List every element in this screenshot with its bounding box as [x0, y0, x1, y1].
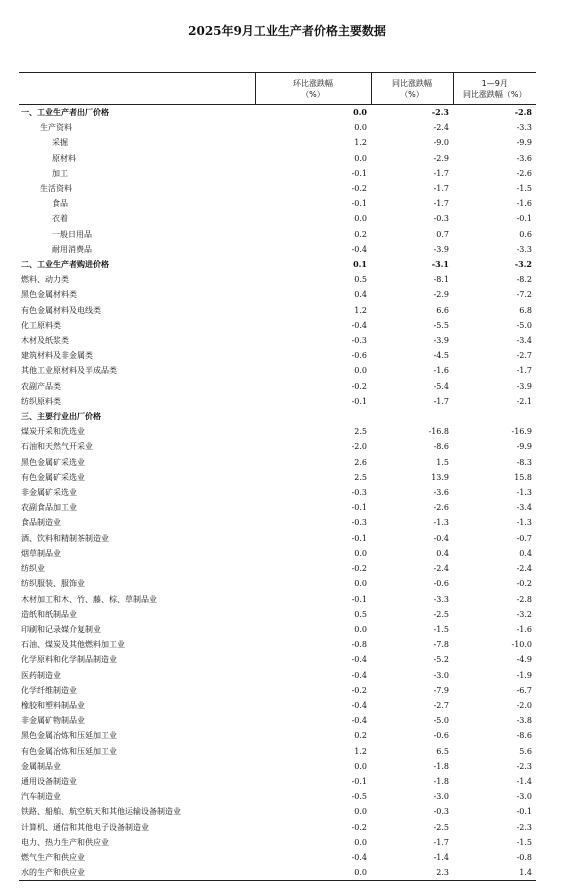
- row-mom-value: 0.0: [354, 837, 367, 847]
- row-label: 水的生产和供应业: [19, 865, 255, 881]
- row-ytd-value: -0.7: [516, 533, 532, 543]
- row-label: 电力、热力生产和供应业: [21, 837, 109, 847]
- row-label: 医药制造业: [21, 670, 61, 680]
- row-mom-value: -0.4: [351, 655, 367, 665]
- row-label: 铁路、船舶、航空航天和其他运输设备制造业: [21, 807, 181, 817]
- row-label: 金属制品业: [21, 761, 61, 771]
- row-ytd-value: -2.7: [516, 351, 532, 361]
- row-label: 印刷和记录媒介复制业: [21, 624, 101, 634]
- row-mom-value: 0.5: [354, 609, 367, 619]
- row-mom-value: 1.2: [354, 305, 367, 315]
- row-mom-value: -0.2: [351, 685, 367, 695]
- row-mom-value: [255, 409, 371, 424]
- row-yoy-value: -1.8: [433, 776, 449, 786]
- row-yoy-value: -2.9: [433, 153, 449, 163]
- row-yoy-value: -2.6: [433, 503, 449, 513]
- row-label: 有色金属矿采选业: [21, 472, 85, 482]
- table-row: [19, 622, 536, 637]
- row-yoy-value: 2.3: [371, 865, 453, 881]
- row-ytd-value: -8.6: [516, 731, 532, 741]
- row-label: 有色金属冶炼和压延加工业: [21, 746, 117, 756]
- table-row: [19, 759, 536, 774]
- row-ytd-value: 0.4: [519, 548, 532, 558]
- table-row: [19, 668, 536, 683]
- row-yoy-value: -5.5: [433, 320, 449, 330]
- table-row: [19, 774, 536, 789]
- table-row: [19, 120, 536, 135]
- header-yoy-line1: 同比涨跌幅: [392, 78, 432, 88]
- row-yoy-value: -1.7: [433, 184, 449, 194]
- row-ytd-value: -2.1: [516, 396, 532, 406]
- row-yoy-value: -3.9: [433, 336, 449, 346]
- table-row: [19, 363, 536, 378]
- row-mom-value: -0.1: [351, 776, 367, 786]
- row-ytd-value: -16.9: [511, 427, 532, 437]
- table-row: [19, 424, 536, 439]
- row-yoy-value: -0.3: [433, 214, 449, 224]
- row-mom-value: -0.1: [351, 594, 367, 604]
- table-row: [19, 151, 536, 166]
- row-label: 非金属矿物制品业: [21, 716, 85, 726]
- row-ytd-value: -0.1: [516, 807, 532, 817]
- row-mom-value: -0.4: [351, 852, 367, 862]
- row-ytd-value: -0.2: [516, 579, 532, 589]
- row-label: 通用设备制造业: [21, 776, 77, 786]
- row-ytd-value: -8.2: [516, 275, 532, 285]
- row-ytd-value: -7.2: [516, 290, 532, 300]
- row-mom-value: -0.4: [351, 320, 367, 330]
- row-mom-value: 0.0: [354, 761, 367, 771]
- row-yoy-value: -0.6: [433, 731, 449, 741]
- row-ytd-value: -2.4: [516, 564, 532, 574]
- row-mom-value: 0.5: [354, 275, 367, 285]
- row-ytd-value: -1.5: [516, 837, 532, 847]
- row-label: 木材加工和木、竹、藤、棕、草制品业: [21, 594, 157, 604]
- row-label: 造纸和纸制品业: [21, 609, 77, 619]
- table-header: [19, 73, 536, 105]
- header-ytd-line2: 同比涨跌幅（%）: [462, 89, 527, 99]
- row-label: 烟草制品业: [21, 548, 61, 558]
- table-row: [19, 211, 536, 226]
- row-ytd-value: -1.6: [516, 624, 532, 634]
- row-ytd-value: -3.4: [516, 336, 532, 346]
- row-mom-value: -0.1: [351, 503, 367, 513]
- row-yoy-value: -3.3: [433, 594, 449, 604]
- table-row: [19, 744, 536, 759]
- row-mom-value: -0.3: [351, 488, 367, 498]
- row-label: 化工原料类: [21, 320, 61, 330]
- row-mom-value: -0.5: [351, 792, 367, 802]
- row-mom-value: -2.0: [351, 442, 367, 452]
- row-label: 化学原料和化学制品制造业: [21, 655, 117, 665]
- header-mom-line2: （%）: [301, 89, 325, 99]
- row-mom-value: 0.2: [354, 731, 367, 741]
- table-row: [19, 439, 536, 454]
- row-ytd-value: -1.3: [516, 518, 532, 528]
- row-label: 食品: [52, 199, 68, 209]
- table-row: [19, 698, 536, 713]
- row-ytd-value: -3.6: [516, 153, 532, 163]
- row-label: 石油、煤炭及其他燃料加工业: [21, 640, 125, 650]
- table-row: [19, 105, 536, 121]
- row-label: 原材料: [52, 153, 76, 163]
- row-ytd-value: -4.9: [516, 655, 532, 665]
- row-ytd-value: -1.5: [516, 184, 532, 194]
- header-yoy: [371, 73, 453, 105]
- table-row: [19, 257, 536, 272]
- table-row: [19, 470, 536, 485]
- row-ytd-value: -3.3: [516, 244, 532, 254]
- table-row: [19, 561, 536, 576]
- row-ytd-value: -3.4: [516, 503, 532, 513]
- row-label: 非金属矿采选业: [21, 488, 77, 498]
- row-yoy-value: -3.0: [433, 670, 449, 680]
- row-label: 纺织原料类: [21, 396, 61, 406]
- row-mom-value: -0.4: [351, 670, 367, 680]
- table-row: [19, 515, 536, 530]
- header-category: [19, 73, 255, 105]
- row-yoy-value: [371, 409, 453, 424]
- row-mom-value: -0.4: [351, 244, 367, 254]
- row-mom-value: 0.0: [354, 214, 367, 224]
- row-label: 纺织业: [21, 564, 45, 574]
- row-ytd-value: -1.4: [516, 776, 532, 786]
- row-yoy-value: -5.4: [433, 381, 449, 391]
- row-yoy-value: 1.5: [436, 457, 449, 467]
- row-ytd-value: -1.9: [516, 670, 532, 680]
- row-ytd-value: -1.3: [516, 488, 532, 498]
- row-ytd-value: -2.0: [516, 700, 532, 710]
- row-yoy-value: -0.4: [433, 533, 449, 543]
- row-yoy-value: -2.7: [433, 700, 449, 710]
- row-yoy-value: -1.4: [433, 852, 449, 862]
- row-label: 三、主要行业出厂价格: [21, 412, 101, 422]
- row-label: 黑色金属材料类: [21, 290, 77, 300]
- table-row: [19, 272, 536, 287]
- row-label: 有色金属材料及电线类: [21, 305, 101, 315]
- row-yoy-value: -4.5: [433, 351, 449, 361]
- row-yoy-value: -1.6: [433, 366, 449, 376]
- row-label: 建筑材料及非金属类: [21, 351, 93, 361]
- row-yoy-value: -1.5: [433, 624, 449, 634]
- row-yoy-value: -2.4: [433, 123, 449, 133]
- table-row: [19, 652, 536, 667]
- row-label: 化学纤维制造业: [21, 685, 77, 695]
- row-mom-value: -0.1: [351, 168, 367, 178]
- table-row: [19, 242, 536, 257]
- row-label: 加工: [52, 168, 68, 178]
- row-yoy-value: -0.3: [433, 807, 449, 817]
- row-mom-value: 0.1: [353, 259, 367, 270]
- table-row: [19, 789, 536, 804]
- row-mom-value: -0.4: [351, 700, 367, 710]
- row-yoy-value: -8.1: [433, 275, 449, 285]
- row-yoy-value: -2.9: [433, 290, 449, 300]
- header-ytd: [453, 73, 536, 105]
- row-yoy-value: -8.6: [433, 442, 449, 452]
- row-mom-value: -0.2: [351, 184, 367, 194]
- row-label: 生产资料: [40, 123, 72, 133]
- row-yoy-value: -2.3: [431, 107, 449, 117]
- table-row: [19, 485, 536, 500]
- table-row: [19, 333, 536, 348]
- row-yoy-value: -1.7: [433, 396, 449, 406]
- row-label: 汽车制造业: [21, 792, 61, 802]
- row-mom-value: 0.0: [354, 153, 367, 163]
- row-ytd-value: 15.8: [514, 472, 532, 482]
- table-row: [19, 607, 536, 622]
- table-row: [19, 637, 536, 652]
- row-ytd-value: -3.2: [514, 259, 532, 270]
- row-yoy-value: -1.3: [433, 518, 449, 528]
- table-row: [19, 287, 536, 302]
- table-row: [19, 683, 536, 698]
- row-ytd-value: -8.3: [516, 457, 532, 467]
- row-label: 燃料、动力类: [21, 275, 69, 285]
- row-mom-value: -0.1: [351, 199, 367, 209]
- row-mom-value: 1.2: [354, 138, 367, 148]
- row-ytd-value: -9.9: [516, 442, 532, 452]
- row-ytd-value: -10.0: [511, 640, 532, 650]
- row-mom-value: -0.1: [351, 396, 367, 406]
- row-mom-value: -0.3: [351, 336, 367, 346]
- row-mom-value: 0.0: [353, 107, 367, 117]
- row-yoy-value: -3.9: [433, 244, 449, 254]
- row-mom-value: 1.2: [354, 746, 367, 756]
- table-row: [19, 166, 536, 181]
- row-ytd-value: -3.8: [516, 716, 532, 726]
- document-title: 2025年9月工业生产者价格主要数据: [188, 24, 386, 38]
- row-label: 一、工业生产者出厂价格: [21, 108, 109, 117]
- row-ytd-value: 6.8: [519, 305, 532, 315]
- row-yoy-value: 13.9: [431, 472, 449, 482]
- table-row: [19, 181, 536, 196]
- row-label: 酒、饮料和精制茶制造业: [21, 533, 109, 543]
- row-label: 纺织服装、服饰业: [21, 579, 85, 589]
- row-ytd-value: -2.6: [516, 168, 532, 178]
- row-label: 黑色金属矿采选业: [21, 457, 85, 467]
- row-yoy-value: 0.7: [436, 229, 449, 239]
- row-yoy-value: -16.8: [428, 427, 449, 437]
- row-label: 黑色金属冶炼和压延加工业: [21, 731, 117, 741]
- row-ytd-value: -5.0: [516, 320, 532, 330]
- row-label: 其他工业原材料及半成品类: [21, 366, 117, 376]
- row-mom-value: 2.5: [354, 472, 367, 482]
- row-ytd-value: [453, 409, 536, 424]
- table-row: [19, 546, 536, 561]
- row-label: 二、工业生产者购进价格: [21, 260, 109, 270]
- row-ytd-value: 1.4: [453, 865, 536, 881]
- row-ytd-value: -3.3: [516, 123, 532, 133]
- header-yoy-line2: （%）: [400, 89, 424, 99]
- row-mom-value: 2.6: [354, 457, 367, 467]
- row-mom-value: 0.0: [354, 579, 367, 589]
- table-row: [19, 531, 536, 546]
- table-row: [19, 804, 536, 819]
- table-body: [19, 105, 536, 881]
- row-ytd-value: -3.9: [516, 381, 532, 391]
- row-yoy-value: -1.7: [433, 837, 449, 847]
- row-label: 衣着: [52, 214, 68, 224]
- row-label: 燃气生产和供应业: [21, 852, 85, 862]
- table-row: [19, 348, 536, 363]
- row-label: 石油和天然气开采业: [21, 442, 93, 452]
- row-mom-value: -0.2: [351, 822, 367, 832]
- row-ytd-value: 0.6: [519, 229, 532, 239]
- row-mom-value: 0.0: [354, 807, 367, 817]
- row-mom-value: 0.0: [255, 865, 371, 881]
- table-row: [19, 379, 536, 394]
- row-yoy-value: -3.1: [431, 259, 449, 270]
- row-mom-value: 0.0: [354, 548, 367, 558]
- table-row: [19, 500, 536, 515]
- row-mom-value: 0.0: [354, 624, 367, 634]
- row-ytd-value: -0.8: [516, 852, 532, 862]
- row-label: 计算机、通信和其他电子设备制造业: [21, 822, 149, 832]
- table-row: [19, 820, 536, 835]
- row-ytd-value: -3.2: [516, 609, 532, 619]
- row-mom-value: -0.1: [351, 533, 367, 543]
- row-ytd-value: -9.9: [516, 138, 532, 148]
- row-label: 采掘: [52, 138, 68, 148]
- row-ytd-value: -2.8: [514, 107, 532, 117]
- table-row: [19, 576, 536, 591]
- row-mom-value: -0.2: [351, 564, 367, 574]
- header-mom-line1: 环比涨跌幅: [293, 78, 333, 88]
- table-row: [19, 713, 536, 728]
- row-yoy-value: -3.0: [433, 792, 449, 802]
- row-label: 一般日用品: [52, 229, 92, 239]
- row-ytd-value: 5.6: [519, 746, 532, 756]
- row-ytd-value: -0.1: [516, 214, 532, 224]
- row-mom-value: 0.4: [354, 290, 367, 300]
- row-mom-value: -0.2: [351, 381, 367, 391]
- row-mom-value: 0.0: [354, 366, 367, 376]
- table-row: [19, 835, 536, 850]
- row-ytd-value: -1.6: [516, 199, 532, 209]
- header-mom: [255, 73, 371, 105]
- row-yoy-value: -3.6: [433, 488, 449, 498]
- table-row: [19, 455, 536, 470]
- row-mom-value: -0.3: [351, 518, 367, 528]
- table-row: [19, 394, 536, 409]
- table-row: [19, 303, 536, 318]
- row-label: 木材及纸浆类: [21, 336, 69, 346]
- row-mom-value: -0.4: [351, 716, 367, 726]
- row-yoy-value: -1.7: [433, 199, 449, 209]
- row-yoy-value: -2.5: [433, 822, 449, 832]
- row-label: 耐用消费品: [52, 244, 92, 254]
- table-row: [19, 196, 536, 211]
- row-mom-value: -0.6: [351, 351, 367, 361]
- row-yoy-value: 6.5: [436, 746, 449, 756]
- row-yoy-value: -2.5: [433, 609, 449, 619]
- row-yoy-value: 0.4: [436, 548, 449, 558]
- row-label: 橡胶和塑料制品业: [21, 700, 85, 710]
- row-ytd-value: -3.0: [516, 792, 532, 802]
- row-label: 食品制造业: [21, 518, 61, 528]
- table-row: [19, 850, 536, 865]
- row-yoy-value: -5.0: [433, 716, 449, 726]
- row-mom-value: 0.2: [354, 229, 367, 239]
- row-label: 生活资料: [40, 184, 72, 194]
- row-ytd-value: -2.8: [516, 594, 532, 604]
- row-yoy-value: -0.6: [433, 579, 449, 589]
- row-label: 农副产品类: [21, 381, 61, 391]
- row-ytd-value: -2.3: [516, 822, 532, 832]
- table-row: [19, 865, 536, 881]
- table-row: [19, 592, 536, 607]
- row-label: 煤炭开采和洗选业: [21, 427, 85, 437]
- row-ytd-value: -1.7: [516, 366, 532, 376]
- row-yoy-value: 6.6: [436, 305, 449, 315]
- table-row: [19, 135, 536, 150]
- table-row: [19, 728, 536, 743]
- header-ytd-line1: 1—9月: [481, 78, 508, 88]
- table-row: [19, 409, 536, 424]
- row-yoy-value: -2.4: [433, 564, 449, 574]
- row-mom-value: 2.5: [354, 427, 367, 437]
- table-row: [19, 227, 536, 242]
- price-data-table: [19, 72, 536, 881]
- row-yoy-value: -1.8: [433, 761, 449, 771]
- row-ytd-value: -6.7: [516, 685, 532, 695]
- row-ytd-value: -2.3: [516, 761, 532, 771]
- row-yoy-value: -9.0: [433, 138, 449, 148]
- row-yoy-value: -7.9: [433, 685, 449, 695]
- table-row: [19, 318, 536, 333]
- row-yoy-value: -5.2: [433, 655, 449, 665]
- row-mom-value: 0.0: [354, 123, 367, 133]
- row-yoy-value: -1.7: [433, 168, 449, 178]
- row-label: 农副食品加工业: [21, 503, 77, 513]
- row-mom-value: -0.8: [351, 640, 367, 650]
- row-yoy-value: -7.8: [433, 640, 449, 650]
